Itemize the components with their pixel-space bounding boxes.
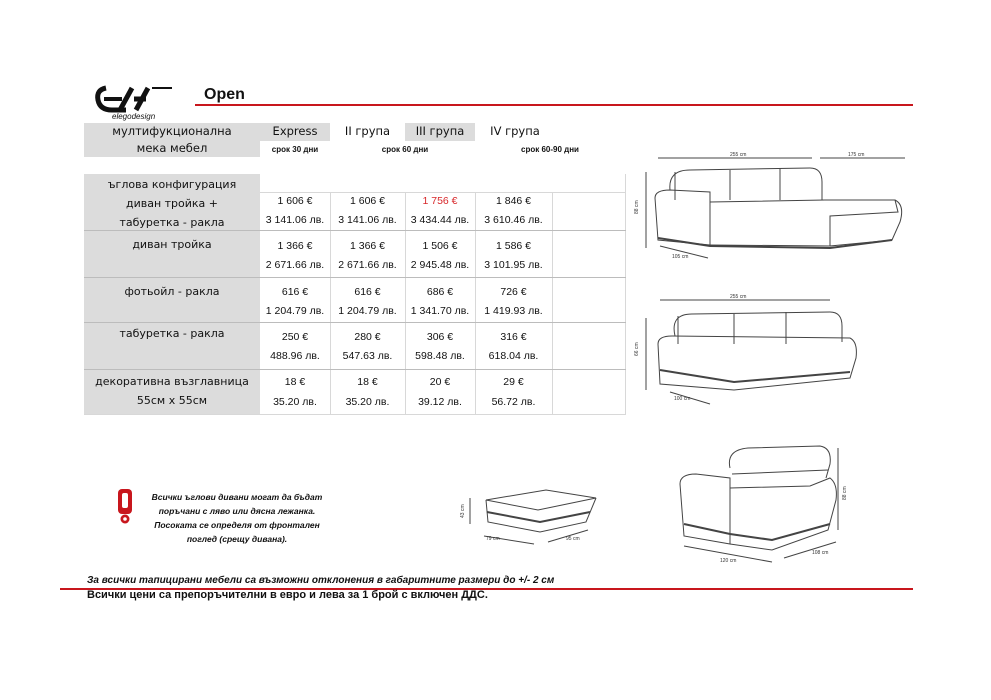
price-bgn: 618.04 лв. <box>488 350 539 362</box>
dim-armchair-height: 88 cm <box>842 486 848 500</box>
row-label-line: табуретка - ракла <box>119 327 225 340</box>
row-separator <box>84 369 626 370</box>
corner-sofa-drawing <box>630 150 920 265</box>
term-iv: срок 60-90 дни <box>521 145 579 154</box>
title-rule <box>195 104 913 106</box>
row-label-line: диван тройка + <box>125 197 219 210</box>
dim-armchair-width: 120 cm <box>720 558 737 564</box>
dim-corner-length: 255 cm <box>730 152 747 158</box>
footer-tolerance: За всички тапицирани мебели са възможни отклонения в габаритните размери до +/- 2 см <box>87 575 555 586</box>
price-eur: 616 € <box>354 286 381 298</box>
dim-corner-height: 88 cm <box>634 200 640 214</box>
price-bgn: 1 341.70 лв. <box>410 305 470 317</box>
row-separator <box>84 277 626 278</box>
term-express: срок 30 дни <box>271 145 319 154</box>
price-bgn: 598.48 лв. <box>415 350 465 362</box>
dim-corner-depth: 105 cm <box>672 254 689 260</box>
price-eur: 1 586 € <box>495 240 532 252</box>
price-eur: 1 606 € <box>349 195 386 207</box>
price-eur: 18 € <box>357 376 378 388</box>
dim-armchair-depth: 108 cm <box>812 550 829 556</box>
footer-vat: Всички цени са препоръчителни в евро и лева за 1 брой с включен ДДС. <box>87 589 488 601</box>
dim-sofa-depth: 100 cm <box>674 396 691 402</box>
dim-corner-chaise: 175 cm <box>848 152 865 158</box>
row-separator <box>84 322 626 323</box>
price-eur: 250 € <box>281 331 309 343</box>
group-ii: II група <box>344 124 391 138</box>
price-eur: 1 606 € <box>277 195 313 207</box>
corner-note: Всички ъглови дивани могат да бъдат поръчани с ляво или дясна лежанка. Посоката се определя от фронтален поглед (срещу дивана). <box>151 492 323 544</box>
price-eur: 616 € <box>281 286 309 298</box>
price-eur: 280 € <box>354 331 381 343</box>
dim-sofa-height: 66 cm <box>634 342 640 356</box>
armchair-drawing <box>660 438 860 568</box>
price-bgn: 3 141.06 лв. <box>265 214 325 226</box>
price-bgn: 2 945.48 лв. <box>410 259 470 271</box>
price-eur: 316 € <box>500 331 527 343</box>
group-iv: IV група <box>490 124 540 138</box>
header-label-line1: мултифукционална <box>112 124 232 138</box>
price-eur: 726 € <box>500 286 527 298</box>
price-eur: 1 506 € <box>422 240 458 252</box>
price-bgn: 3 101.95 лв. <box>484 259 543 271</box>
price-bgn: 3 141.06 лв. <box>338 214 397 226</box>
group-iii: III група <box>405 123 475 141</box>
price-bgn: 35.20 лв. <box>273 396 317 408</box>
price-eur-highlight: 1 756 € <box>422 195 458 207</box>
row-label-pillow <box>84 370 260 414</box>
price-eur: 20 € <box>429 376 451 388</box>
price-eur: 29 € <box>503 376 524 388</box>
dim-pouf-depth: 95 cm <box>566 536 580 542</box>
price-bgn: 1 204.79 лв. <box>265 305 325 317</box>
row-separator <box>260 192 626 193</box>
row-separator <box>84 230 626 231</box>
price-bgn: 39.12 лв. <box>418 396 462 408</box>
price-bgn: 35.20 лв. <box>345 396 390 408</box>
page-title: Open <box>204 86 245 103</box>
row-label-sofa <box>84 231 260 277</box>
logo-text: elegodesign <box>112 112 156 121</box>
group-express: Express <box>260 123 330 141</box>
price-eur: 1 366 € <box>349 240 386 252</box>
price-bgn: 488.96 лв. <box>270 350 320 362</box>
row-label-line: табуретка - ракла <box>119 216 225 229</box>
header-label-cell <box>84 123 260 157</box>
price-bgn: 3 434.44 лв. <box>410 214 470 226</box>
sofa-drawing <box>630 292 860 407</box>
price-bgn: 2 671.66 лв. <box>338 259 397 271</box>
price-bgn: 3 610.46 лв. <box>484 214 543 226</box>
dim-pouf-width: 79 cm <box>486 536 500 542</box>
pouf-drawing <box>456 480 606 550</box>
row-label-corner <box>84 174 260 230</box>
dim-sofa-length: 255 cm <box>730 294 747 300</box>
row-label-line: 55см х 55см <box>136 394 208 407</box>
price-eur: 18 € <box>284 376 306 388</box>
row-label-line: фотьойл - ракла <box>124 285 220 298</box>
row-label-line: ъглова конфигурация <box>107 178 237 191</box>
price-bgn: 56.72 лв. <box>491 396 536 408</box>
row-label-armchair <box>84 278 260 322</box>
header-label-line2: мека мебел <box>136 141 208 155</box>
price-bgn: 1 419.93 лв. <box>484 305 543 317</box>
price-eur: 1 366 € <box>277 240 313 252</box>
term-iii: срок 60 дни <box>381 145 429 154</box>
grid-vline <box>552 192 553 414</box>
brand-logo <box>92 80 192 122</box>
price-bgn: 2 671.66 лв. <box>265 259 325 271</box>
row-label-pouf <box>84 323 260 369</box>
price-eur: 686 € <box>426 286 454 298</box>
dim-pouf-height: 43 cm <box>460 504 466 518</box>
row-label-line: диван тройка <box>132 238 212 251</box>
row-label-line: декоративна възглавница <box>95 375 249 388</box>
price-eur: 1 846 € <box>495 195 532 207</box>
price-eur: 306 € <box>426 331 454 343</box>
price-bgn: 1 204.79 лв. <box>338 305 397 317</box>
price-bgn: 547.63 лв. <box>342 350 393 362</box>
warning-icon <box>116 488 134 524</box>
row-separator <box>84 414 626 415</box>
